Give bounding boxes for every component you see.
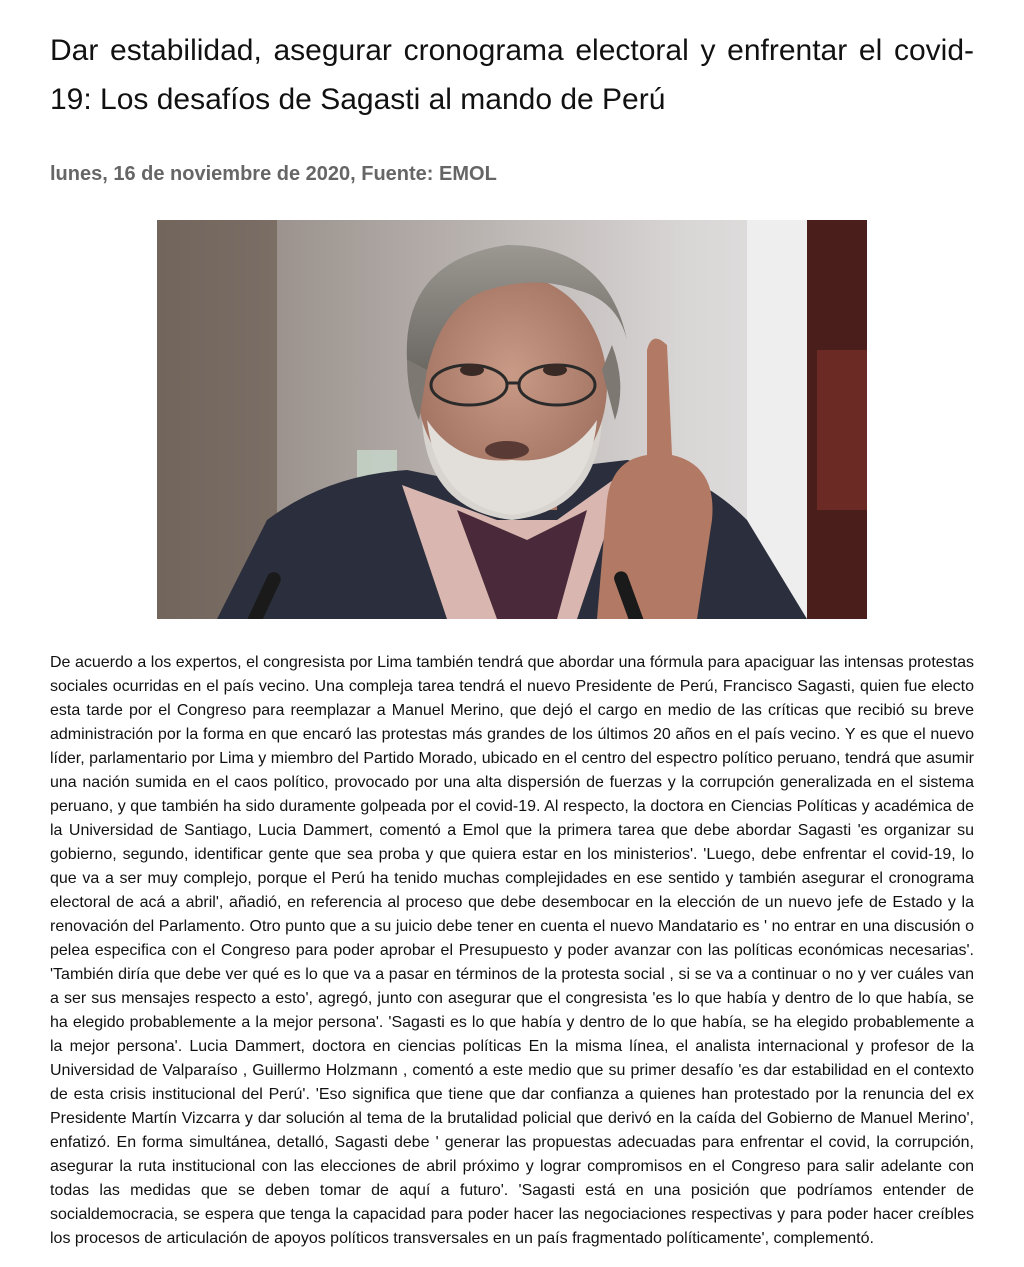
article-title: Dar estabilidad, asegurar cronograma electoral y enfrentar el covid-19: Los desafíos de Sagasti al mando de Perú — [50, 34, 974, 116]
portrait-photo-icon — [157, 220, 867, 619]
article-body: De acuerdo a los expertos, el congresista por Lima también tendrá que abordar una fórmula para apaciguar las intensas protestas sociales ocurridas en el país vecino. Una compleja tarea tendrá el nuevo Presidente de Perú, Francisco Sagasti, quien fue electo esta tarde por el Congreso para reemplazar a Manuel Merino, que dejó el cargo en medio de las críticas que recibió su breve administración por la forma en que encaró las protestas más grandes de los últimos 20 años en el país vecino. Y es que el nuevo líder, parlamentario por Lima y miembro del Partido Morado, ubicado en el centro del espectro político peruano, tendrá que asumir una nación sumida en el caos político, provocado por una alta dispersión de fuerzas y la corrupción generalizada en el sistema peruano, y que también ha sido duramente golpeada por el covid-19. Al respecto, la doctora en Ciencias Políticas y académica de la Universidad de Santiago, Lucia Dammert, comentó a Emol que la primera tarea que debe abordar Sagasti 'es organizar su gobierno, segundo, identificar gente que sea proba y que quiera estar en los ministerios'. 'Luego, debe enfrentar el covid-19, lo que va a ser muy complejo, porque el Perú ha tenido muchas complejidades en ese sentido y también asegurar el cronograma electoral de acá a abril', añadió, en referencia al proceso que debe desembocar en la elección de un nuevo jefe de Estado y la renovación del Parlamento. Otro punto que a su juicio debe tener en cuenta el nuevo Mandatario es ' no entrar en una discusión o pelea especifica con el Congreso para poder aprobar el Presupuesto y poder avanzar con las políticas económicas necesarias'. 'También diría que debe ver qué es lo que va a pasar en términos de la protesta social , si se va a continuar o no y ver cuáles van a ser sus mensajes respecto a esto', agregó, junto con asegurar que el congresista 'es lo que había y dentro de lo que había, se ha elegido probablemente a la mejor persona'. 'Sagasti es lo que había y dentro de lo que había, se ha elegido probablemente a la mejor persona'. Lucia Dammert, doctora en ciencias políticas En la misma línea, el analista internacional y profesor de la Universidad de Valparaíso , Guillermo Holzmann , comentó a este medio que su primer desafío 'es dar estabilidad en el contexto de esta crisis institucional del Perú'. 'Eso significa que tiene que dar confianza a quienes han protestado por la renuncia del ex Presidente Martín Vizcarra y dar solución al tema de la brutalidad policial que derivó en la caída del Gobierno de Manuel Merino', enfatizó. En forma simultánea, detalló, Sagasti debe ' generar las propuestas adecuadas para enfrentar el covid, la corrupción, asegurar la ruta institucional con las elecciones de abril próximo y lograr compromisos en el Congreso para salir adelante con todas las medidas que se deben tomar de aquí a futuro'. 'Sagasti está en una posición que podríamos entender de socialdemocracia, se espera que tenga la capacidad para poder hacer las negociaciones respectivas y para poder hacer creíbles los procesos de articulación de apoyos políticos transversales en un país fragmentado políticamente', complementó. — [50, 654, 974, 1247]
article-photo — [157, 220, 867, 619]
article-date-source: lunes, 16 de noviembre de 2020, Fuente: EMOL — [50, 163, 497, 185]
article — [50, 0, 974, 1251]
